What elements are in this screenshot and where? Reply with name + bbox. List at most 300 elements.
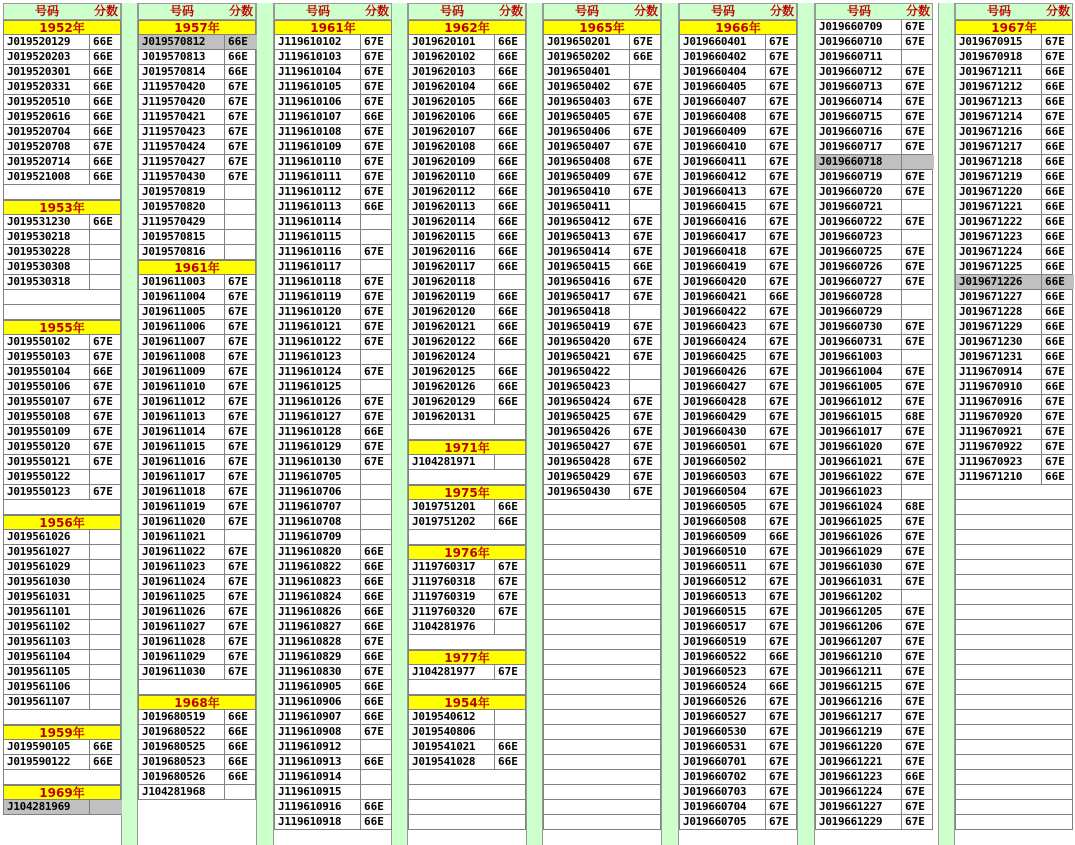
cell-code[interactable]: J019550120 [4, 440, 90, 454]
cell-code[interactable]: J019660420 [680, 275, 766, 289]
cell-code[interactable]: J019611029 [139, 650, 225, 664]
table-row[interactable] [274, 380, 392, 395]
cell-code[interactable]: J019611026 [139, 605, 225, 619]
cell-score[interactable] [90, 620, 122, 634]
cell-code[interactable]: J019660419 [680, 260, 766, 274]
cell-code[interactable]: J019650420 [544, 335, 630, 349]
cell-score[interactable]: 67E [228, 320, 248, 333]
cell-code[interactable]: J019620131 [409, 410, 495, 424]
cell-code[interactable]: J019660413 [680, 185, 766, 199]
table-row[interactable] [679, 710, 797, 725]
cell-score[interactable]: 67E [498, 665, 518, 678]
cell-code[interactable]: J019570816 [139, 245, 225, 259]
cell-code[interactable]: J119760320 [409, 605, 495, 619]
cell-score[interactable]: 66E [498, 395, 518, 408]
table-row[interactable] [815, 590, 933, 605]
cell-code[interactable]: J019661020 [816, 440, 902, 454]
cell-code[interactable]: J019620129 [409, 395, 495, 409]
cell-code[interactable]: J119760319 [409, 590, 495, 604]
table-row[interactable] [274, 545, 392, 560]
table-row[interactable] [408, 80, 526, 95]
cell-score[interactable] [361, 350, 393, 364]
empty-row[interactable] [3, 305, 121, 320]
table-row[interactable] [679, 425, 797, 440]
table-row[interactable] [3, 455, 121, 470]
cell-code[interactable]: J019650419 [544, 320, 630, 334]
table-row[interactable] [274, 185, 392, 200]
table-row[interactable] [3, 800, 121, 815]
cell-code[interactable]: J119610828 [275, 635, 361, 649]
cell-code[interactable]: J019660714 [816, 95, 902, 109]
cell-score[interactable]: 66E [1045, 230, 1065, 243]
table-row[interactable] [679, 110, 797, 125]
cell-score[interactable]: 67E [905, 65, 925, 78]
cell-code[interactable]: J019650409 [544, 170, 630, 184]
empty-row[interactable] [408, 680, 526, 695]
empty-row[interactable] [543, 770, 661, 785]
cell-score[interactable]: 66E [364, 545, 384, 558]
year-label[interactable]: 1954年 [408, 695, 526, 710]
table-row[interactable] [543, 155, 661, 170]
table-row[interactable] [138, 185, 256, 200]
table-row[interactable] [679, 50, 797, 65]
cell-code[interactable]: J019570820 [139, 200, 225, 214]
cell-score[interactable]: 67E [364, 305, 384, 318]
cell-score[interactable]: 66E [769, 650, 789, 663]
table-row[interactable] [408, 65, 526, 80]
cell-code[interactable]: J019660408 [680, 110, 766, 124]
table-row[interactable] [543, 140, 661, 155]
cell-code[interactable]: J019671226 [956, 275, 1042, 289]
cell-score[interactable]: 66E [1045, 155, 1065, 168]
cell-score[interactable]: 66E [1045, 200, 1065, 213]
cell-code[interactable]: J019660417 [680, 230, 766, 244]
cell-code[interactable]: J019660424 [680, 335, 766, 349]
table-row[interactable] [138, 605, 256, 620]
table-row[interactable] [3, 350, 121, 365]
cell-code[interactable]: J119610905 [275, 680, 361, 694]
table-row[interactable] [679, 470, 797, 485]
cell-code[interactable]: J019660423 [680, 320, 766, 334]
empty-row[interactable] [543, 710, 661, 725]
cell-code[interactable]: J119570423 [139, 125, 225, 139]
cell-code[interactable]: J119610130 [275, 455, 361, 469]
table-row[interactable] [679, 695, 797, 710]
table-row[interactable] [408, 200, 526, 215]
cell-code[interactable]: J019650430 [544, 485, 630, 499]
cell-code[interactable]: J019561103 [4, 635, 90, 649]
table-row[interactable] [955, 140, 1073, 155]
empty-row[interactable] [955, 740, 1073, 755]
cell-code[interactable]: J019611021 [139, 530, 225, 544]
cell-score[interactable] [630, 200, 662, 214]
cell-score[interactable]: 67E [905, 530, 925, 543]
table-row[interactable] [955, 380, 1073, 395]
cell-score[interactable]: 67E [633, 125, 653, 138]
table-row[interactable] [274, 365, 392, 380]
cell-code[interactable]: J019671231 [956, 350, 1042, 364]
cell-code[interactable]: J119610705 [275, 470, 361, 484]
table-row[interactable] [679, 245, 797, 260]
cell-score[interactable]: 67E [364, 275, 384, 288]
table-row[interactable] [955, 320, 1073, 335]
table-row[interactable] [138, 140, 256, 155]
table-row[interactable] [274, 275, 392, 290]
cell-score[interactable]: 66E [498, 290, 518, 303]
column-header[interactable] [815, 3, 933, 20]
cell-score[interactable]: 66E [364, 800, 384, 813]
table-row[interactable] [274, 50, 392, 65]
table-row[interactable] [3, 605, 121, 620]
empty-row[interactable] [955, 725, 1073, 740]
cell-score[interactable]: 66E [228, 740, 248, 753]
table-row[interactable] [955, 110, 1073, 125]
table-row[interactable] [3, 425, 121, 440]
cell-score[interactable]: 67E [905, 260, 925, 273]
cell-score[interactable]: 67E [228, 365, 248, 378]
cell-code[interactable]: J019660505 [680, 500, 766, 514]
year-label[interactable]: 1975年 [408, 485, 526, 500]
table-row[interactable] [138, 50, 256, 65]
cell-code[interactable]: J019661022 [816, 470, 902, 484]
cell-code[interactable]: J019660702 [680, 770, 766, 784]
cell-code[interactable]: J019671212 [956, 80, 1042, 94]
cell-score[interactable]: 67E [769, 695, 789, 708]
cell-score[interactable]: 66E [93, 215, 113, 228]
cell-code[interactable]: J019660731 [816, 335, 902, 349]
table-row[interactable] [815, 350, 933, 365]
cell-code[interactable]: J019611008 [139, 350, 225, 364]
cell-score[interactable]: 67E [364, 395, 384, 408]
cell-code[interactable]: J019671228 [956, 305, 1042, 319]
table-row[interactable] [679, 170, 797, 185]
cell-score[interactable] [361, 470, 393, 484]
cell-code[interactable]: J019661012 [816, 395, 902, 409]
table-row[interactable] [815, 185, 933, 200]
cell-score[interactable] [90, 530, 122, 544]
table-row[interactable] [138, 230, 256, 245]
cell-score[interactable]: 67E [769, 65, 789, 78]
cell-score[interactable]: 67E [1045, 410, 1065, 423]
cell-score[interactable]: 68E [905, 410, 925, 423]
cell-code[interactable]: J019680519 [139, 710, 225, 724]
table-row[interactable] [274, 575, 392, 590]
cell-code[interactable]: J019620126 [409, 380, 495, 394]
cell-code[interactable]: J019650417 [544, 290, 630, 304]
cell-code[interactable]: J119610104 [275, 65, 361, 79]
table-row[interactable] [679, 755, 797, 770]
cell-code[interactable]: J019660723 [816, 230, 902, 244]
table-row[interactable] [274, 515, 392, 530]
table-row[interactable] [679, 125, 797, 140]
table-row[interactable] [955, 230, 1073, 245]
table-row[interactable] [679, 575, 797, 590]
cell-score[interactable]: 66E [228, 710, 248, 723]
cell-code[interactable]: J019620107 [409, 125, 495, 139]
cell-code[interactable]: J019660402 [680, 50, 766, 64]
table-row[interactable] [3, 740, 121, 755]
cell-code[interactable]: J119610912 [275, 740, 361, 754]
table-row[interactable] [679, 605, 797, 620]
table-row[interactable] [408, 740, 526, 755]
cell-score[interactable]: 67E [228, 125, 248, 138]
cell-score[interactable] [902, 305, 934, 319]
cell-code[interactable]: J019530218 [4, 230, 90, 244]
table-row[interactable] [138, 365, 256, 380]
table-row[interactable] [815, 230, 933, 245]
cell-score[interactable]: 66E [1045, 80, 1065, 93]
cell-code[interactable]: J019660509 [680, 530, 766, 544]
cell-score[interactable]: 67E [228, 485, 248, 498]
table-row[interactable] [138, 635, 256, 650]
cell-score[interactable]: 66E [1045, 335, 1065, 348]
table-row[interactable] [138, 425, 256, 440]
table-row[interactable] [3, 440, 121, 455]
cell-code[interactable]: J019620102 [409, 50, 495, 64]
cell-score[interactable]: 67E [905, 755, 925, 768]
cell-code[interactable]: J019661210 [816, 650, 902, 664]
cell-code[interactable]: J019661202 [816, 590, 902, 604]
cell-score[interactable]: 66E [228, 755, 248, 768]
empty-row[interactable] [543, 725, 661, 740]
table-row[interactable] [408, 395, 526, 410]
cell-code[interactable]: J019550104 [4, 365, 90, 379]
table-row[interactable] [274, 755, 392, 770]
cell-code[interactable]: J019650411 [544, 200, 630, 214]
table-row[interactable] [543, 410, 661, 425]
table-row[interactable] [955, 125, 1073, 140]
table-row[interactable] [815, 155, 933, 170]
cell-score[interactable] [361, 785, 393, 799]
cell-code[interactable]: J019620117 [409, 260, 495, 274]
table-row[interactable] [138, 245, 256, 260]
table-row[interactable] [815, 650, 933, 665]
cell-score[interactable]: 66E [228, 725, 248, 738]
cell-code[interactable]: J119610111 [275, 170, 361, 184]
cell-code[interactable]: J019520714 [4, 155, 90, 169]
table-row[interactable] [815, 755, 933, 770]
cell-code[interactable]: J019561027 [4, 545, 90, 559]
table-row[interactable] [543, 50, 661, 65]
table-row[interactable] [274, 245, 392, 260]
cell-score[interactable] [90, 245, 122, 259]
cell-code[interactable]: J019660430 [680, 425, 766, 439]
cell-score[interactable] [630, 65, 662, 79]
cell-code[interactable]: J019620121 [409, 320, 495, 334]
cell-code[interactable]: J019611023 [139, 560, 225, 574]
cell-code[interactable]: J019550103 [4, 350, 90, 364]
cell-code[interactable]: J019660404 [680, 65, 766, 79]
cell-code[interactable]: J019671223 [956, 230, 1042, 244]
empty-row[interactable] [408, 530, 526, 545]
cell-score[interactable]: 66E [498, 170, 518, 183]
table-row[interactable] [138, 410, 256, 425]
cell-score[interactable]: 67E [228, 515, 248, 528]
year-label[interactable]: 1971年 [408, 440, 526, 455]
cell-score[interactable]: 67E [769, 770, 789, 783]
column-header[interactable] [955, 3, 1073, 20]
empty-row[interactable] [955, 590, 1073, 605]
table-row[interactable] [138, 335, 256, 350]
cell-code[interactable]: J019550109 [4, 425, 90, 439]
cell-score[interactable]: 66E [364, 560, 384, 573]
cell-code[interactable]: J019650414 [544, 245, 630, 259]
cell-code[interactable]: J119610128 [275, 425, 361, 439]
table-row[interactable] [3, 140, 121, 155]
cell-score[interactable]: 67E [228, 500, 248, 513]
cell-score[interactable]: 66E [228, 50, 248, 63]
cell-code[interactable]: J119610116 [275, 245, 361, 259]
cell-score[interactable] [225, 215, 257, 229]
cell-code[interactable]: J019530228 [4, 245, 90, 259]
cell-score[interactable]: 67E [364, 80, 384, 93]
cell-code[interactable]: J019611024 [139, 575, 225, 589]
cell-code[interactable]: J019660712 [816, 65, 902, 79]
cell-code[interactable]: J019661219 [816, 725, 902, 739]
cell-score[interactable]: 66E [93, 50, 113, 63]
cell-code[interactable]: J019660415 [680, 200, 766, 214]
table-row[interactable] [3, 380, 121, 395]
cell-score[interactable]: 67E [633, 440, 653, 453]
table-row[interactable] [955, 215, 1073, 230]
cell-code[interactable]: J019611013 [139, 410, 225, 424]
cell-score[interactable]: 67E [93, 380, 113, 393]
cell-code[interactable]: J019611020 [139, 515, 225, 529]
year-label[interactable]: 1977年 [408, 650, 526, 665]
cell-score[interactable] [90, 635, 122, 649]
cell-code[interactable]: J019660721 [816, 200, 902, 214]
table-row[interactable] [815, 260, 933, 275]
table-row[interactable] [679, 515, 797, 530]
cell-code[interactable]: J019671217 [956, 140, 1042, 154]
cell-code[interactable]: J019650429 [544, 470, 630, 484]
cell-score[interactable]: 66E [364, 680, 384, 693]
cell-code[interactable]: J019661030 [816, 560, 902, 574]
table-row[interactable] [679, 635, 797, 650]
cell-score[interactable]: 67E [633, 185, 653, 198]
table-row[interactable] [3, 170, 121, 185]
table-row[interactable] [543, 395, 661, 410]
cell-score[interactable]: 67E [905, 125, 925, 138]
cell-code[interactable]: J019611028 [139, 635, 225, 649]
cell-score[interactable] [361, 485, 393, 499]
cell-score[interactable]: 66E [364, 425, 384, 438]
cell-score[interactable]: 67E [228, 335, 248, 348]
cell-code[interactable]: J019650408 [544, 155, 630, 169]
table-row[interactable] [274, 125, 392, 140]
cell-score[interactable]: 67E [228, 605, 248, 618]
cell-code[interactable]: J019660719 [816, 170, 902, 184]
cell-code[interactable]: J019611010 [139, 380, 225, 394]
table-row[interactable] [3, 470, 121, 485]
cell-score[interactable]: 67E [228, 395, 248, 408]
cell-code[interactable]: J119670910 [956, 380, 1042, 394]
table-row[interactable] [815, 95, 933, 110]
cell-score[interactable] [495, 725, 527, 739]
cell-code[interactable]: J019561107 [4, 695, 90, 709]
table-row[interactable] [543, 350, 661, 365]
cell-score[interactable] [902, 485, 934, 499]
table-row[interactable] [138, 755, 256, 770]
table-row[interactable] [955, 35, 1073, 50]
empty-row[interactable] [543, 680, 661, 695]
empty-row[interactable] [955, 800, 1073, 815]
cell-score[interactable] [902, 290, 934, 304]
table-row[interactable] [679, 80, 797, 95]
cell-code[interactable]: J019660508 [680, 515, 766, 529]
cell-code[interactable]: J119670914 [956, 365, 1042, 379]
cell-score[interactable]: 66E [905, 770, 925, 783]
cell-code[interactable]: J019670915 [956, 35, 1042, 49]
table-row[interactable] [955, 290, 1073, 305]
table-row[interactable] [543, 320, 661, 335]
year-label[interactable]: 1962年 [408, 20, 526, 35]
cell-score[interactable]: 67E [364, 170, 384, 183]
table-row[interactable] [138, 770, 256, 785]
cell-code[interactable]: J019661211 [816, 665, 902, 679]
cell-score[interactable]: 67E [905, 665, 925, 678]
cell-code[interactable]: J019620113 [409, 200, 495, 214]
cell-score[interactable]: 67E [769, 635, 789, 648]
cell-code[interactable]: J019660401 [680, 35, 766, 49]
table-row[interactable] [679, 680, 797, 695]
cell-score[interactable]: 66E [364, 620, 384, 633]
table-row[interactable] [679, 290, 797, 305]
cell-code[interactable]: J119610109 [275, 140, 361, 154]
empty-row[interactable] [543, 605, 661, 620]
table-row[interactable] [679, 440, 797, 455]
cell-code[interactable]: J019520203 [4, 50, 90, 64]
table-row[interactable] [679, 740, 797, 755]
cell-code[interactable]: J019620116 [409, 245, 495, 259]
table-row[interactable] [408, 665, 526, 680]
table-row[interactable] [955, 80, 1073, 95]
cell-score[interactable]: 67E [769, 140, 789, 153]
cell-code[interactable]: J019661206 [816, 620, 902, 634]
empty-row[interactable] [955, 665, 1073, 680]
cell-code[interactable]: J019611019 [139, 500, 225, 514]
cell-score[interactable]: 67E [769, 815, 789, 828]
table-row[interactable] [3, 80, 121, 95]
cell-score[interactable]: 66E [93, 755, 113, 768]
cell-code[interactable]: J019620120 [409, 305, 495, 319]
cell-score[interactable]: 67E [769, 170, 789, 183]
cell-code[interactable]: J019611009 [139, 365, 225, 379]
table-row[interactable] [408, 590, 526, 605]
cell-score[interactable]: 67E [228, 620, 248, 633]
cell-code[interactable]: J019671213 [956, 95, 1042, 109]
table-row[interactable] [955, 185, 1073, 200]
cell-code[interactable]: J019611016 [139, 455, 225, 469]
cell-score[interactable]: 67E [769, 575, 789, 588]
cell-code[interactable]: J119610126 [275, 395, 361, 409]
cell-code[interactable]: J019550123 [4, 485, 90, 499]
cell-score[interactable]: 67E [498, 605, 518, 618]
cell-score[interactable]: 66E [228, 65, 248, 78]
table-row[interactable] [3, 680, 121, 695]
cell-score[interactable]: 67E [769, 125, 789, 138]
empty-row[interactable] [955, 485, 1073, 500]
table-row[interactable] [274, 725, 392, 740]
table-row[interactable] [3, 410, 121, 425]
cell-score[interactable]: 66E [633, 50, 653, 63]
cell-score[interactable]: 67E [633, 95, 653, 108]
cell-code[interactable]: J019660530 [680, 725, 766, 739]
cell-score[interactable]: 67E [633, 35, 653, 48]
cell-score[interactable]: 67E [769, 725, 789, 738]
table-row[interactable] [274, 350, 392, 365]
cell-code[interactable]: J119570420 [139, 95, 225, 109]
